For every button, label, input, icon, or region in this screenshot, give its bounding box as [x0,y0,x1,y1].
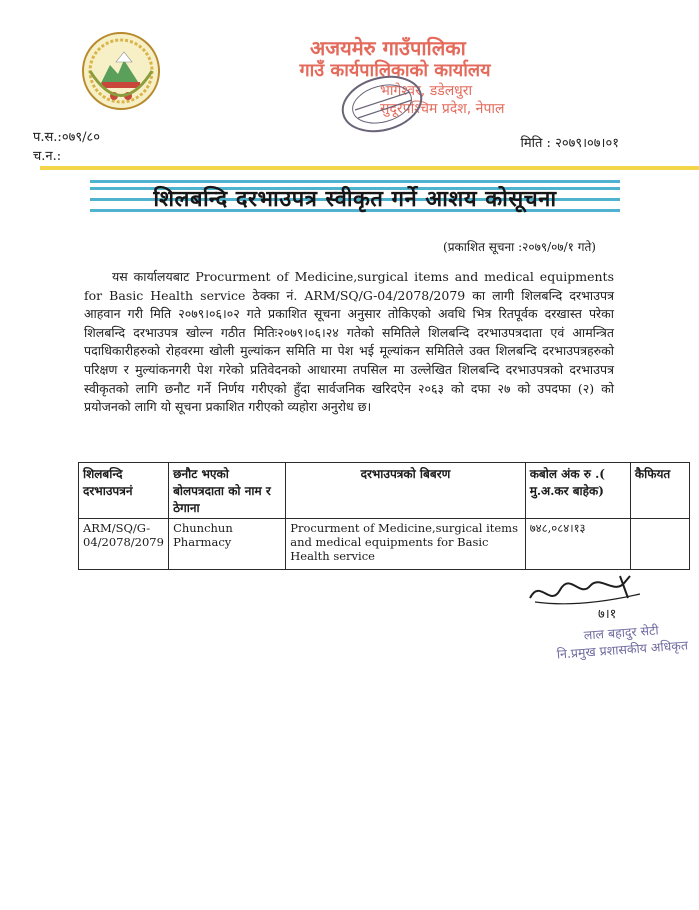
col-header-remarks: कैफियत [630,463,689,519]
signature-date: ७।१ [598,607,617,622]
col-header-description: दरभाउपत्रको बिबरण [286,463,525,519]
notice-body: यस कार्यालयबाट Procurment of Medicine,surgical items and medical equipments for Basic Health service ठेक्का नं. ARM/SQ/G-04/2078/2079 का लागी शिलबन्दि दरभाउपत्र आहवान गरी मिति २०७९।०६।०२ गते प्रकाशित सूचना अनुसार तोकिएको अवधि भित्र रितपूर्वक दरखास्त परेका शिलबन्दि दरभाउपत्र खोल्न गठीत मितिः२०७९।०६।२४ गतेको समितिले शिलबन्दि दरभाउपत्रदाता एवं आमन्त्रित पदाधिकारीहरुको रोहवरमा खोली मुल्यांकन समिति मा पेश भई मूल्यांकन समितिले उक्त शिलबन्दि दरभाउपत्रहरुको परिक्षण र मुल्यांकनगरी पेश गरेको प्रतिवेदनको आधारमा तपसिल मा उल्लेखित शिलबन्दि दरभाउपत्रको दरभाउपत्र स्वीकृतको लागि छनौट गर्ने निर्णय गरीएको हुँदा सार्वजनिक खरिदऐन २०६३ को दफा २७ को उपदफा (२) को प्रयोजनको लागि यो सूचना प्रकाशित गरीएको व्यहोरा अनुरोध छ। [84,269,614,415]
dispatch-number: च.न.: [33,149,62,164]
signatory-designation: नि.प्रमुख प्रशासकीय अधिकृत [556,637,689,662]
nepal-emblem-logo [80,30,162,112]
col-header-bidder: छनौट भएको बोलपत्रदाता को नाम र ठेगाना [169,463,286,519]
published-notice-date: (प्रकाशित सूचना :२०७९/०७/१ गते) [443,240,596,254]
cell-remarks [630,519,689,570]
col-header-bid-number: शिलबन्दि दरभाउपत्रनं [79,463,169,519]
office-province: सुदूरपश्चिम प्रदेश, नेपाल [380,101,505,117]
municipality-name: अजयमेरु गाउँपालिका [310,36,466,60]
header-divider [40,166,699,170]
letter-date: मिति : २०७९।०७।०१ [520,136,619,151]
signatory-seal [555,619,689,662]
col-header-amount: कबोल अंक रु .( मु.अ.कर बाहेक) [525,463,630,519]
cell-bidder: Chunchun Pharmacy [169,519,286,570]
office-name: गाउँ कार्यपालिकाको कार्यालय [299,60,491,81]
table-header-row [79,463,690,519]
letter-number: प.स.:०७९/८० [33,130,100,145]
signatory-name: लाल बहादुर सेटी [583,622,660,643]
title-band [90,180,620,214]
table-row [79,519,690,570]
cell-bid-number: ARM/SQ/G-04/2078/2079 [79,519,169,570]
cell-description: Procurment of Medicine,surgical items and medical equipments for Basic Health service [286,519,525,570]
cell-amount: ७४८,०८४।१३ [525,519,630,570]
notice-title: शिलबन्दि दरभाउपत्र स्वीकृत गर्ने आशय कोसूचना [153,186,557,212]
handwritten-signature [520,568,655,623]
selection-table [78,462,690,570]
office-address: भागेश्वर, डडेलधुरा [380,83,473,99]
reference-block [33,128,100,166]
office-stamp-mark [320,70,450,140]
